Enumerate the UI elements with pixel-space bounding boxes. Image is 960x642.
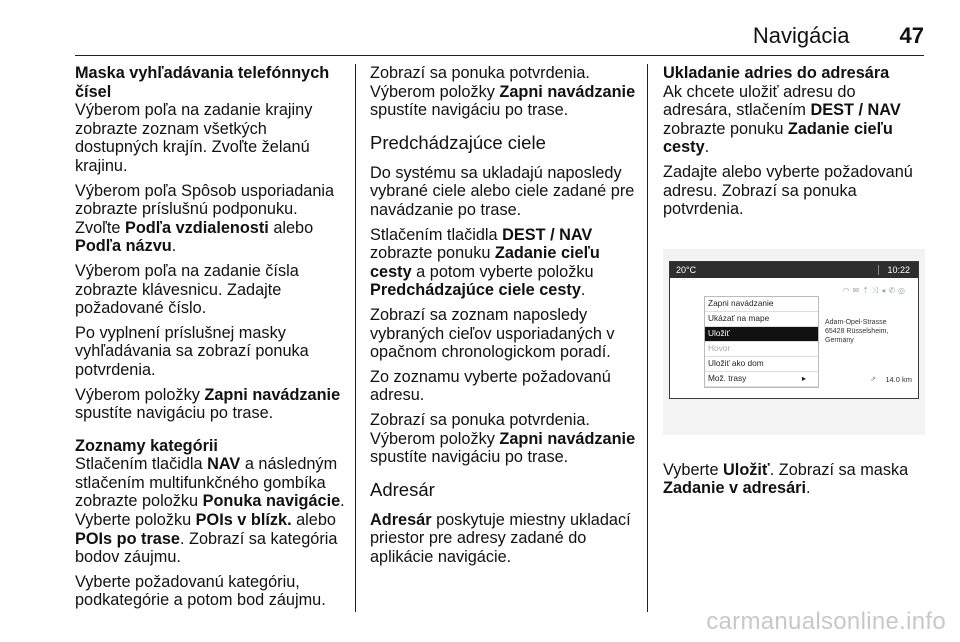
paragraph: Vyberte Uložiť. Zobrazí sa maska Zadanie v adresári.: [663, 460, 909, 498]
paragraph: Zobrazí sa zoznam naposledy vybraných cieľov usporiadaných v opačnom chronologickom poradí.: [370, 305, 615, 362]
heading-phone-mask: Maska vyhľadávania telefónnych čísel: [75, 64, 330, 101]
phone-icon: ✆: [888, 285, 899, 295]
paragraph: Zobrazí sa ponuka potvrdenia. Výberom položky Zapni navádzanie spustíte navigáciu po trase.: [370, 64, 636, 120]
menu-item-call: Hovor: [705, 342, 818, 357]
column-2: [370, 64, 638, 572]
distance-icon: ⇗: [870, 376, 876, 384]
header-rule: [75, 55, 924, 56]
status-separator: [878, 265, 879, 275]
wifi-icon: ◠: [842, 285, 853, 295]
distance-readout: 14.0 km: [885, 375, 912, 385]
heading-previous-destinations: Predchádzajúce ciele: [370, 131, 546, 153]
page-title: Navigácia: [752, 23, 850, 48]
heading-save-address: Ukladanie adries do adresára: [663, 64, 890, 82]
column-divider-1: [355, 64, 356, 612]
address-line-2: 65428 Rüsselsheim, Germany: [825, 327, 889, 344]
heading-categories: Zoznamy kategórii: [75, 436, 218, 455]
temperature: 20°C: [676, 264, 697, 275]
column-1: [75, 64, 345, 616]
status-icons: [843, 282, 909, 301]
column-3: [663, 64, 928, 504]
menu-item-route-options[interactable]: Mož. trasy ▸: [705, 372, 818, 387]
paragraph: Do systému sa ukladajú naposledy vybrané ciele alebo ciele zadané pre navádzanie po trase.: [370, 163, 635, 219]
paragraph: Výberom položky Zapni navádzanie spustíte navigáciu po trase.: [75, 385, 341, 423]
context-menu: [704, 296, 819, 388]
watermark: carmanualsonline.info: [706, 608, 946, 635]
paragraph: Adresár poskytuje miestny ukladací priestor pre adresy zadané do aplikácie navigácie.: [370, 510, 631, 566]
menu-item-show-on-map[interactable]: Ukázať na mape: [705, 312, 818, 327]
paragraph: Zadajte alebo vyberte požadovanú adresu. Zobrazí sa ponuka potvrdenia.: [663, 162, 913, 219]
address-line-1: Adam-Opel-Strasse: [825, 318, 887, 326]
shuffle-icon: ⤨: [871, 285, 882, 295]
menu-item-save-as-home[interactable]: Uložiť ako dom: [705, 357, 818, 372]
menu-item-start-guidance[interactable]: Zapni navádzanie: [705, 297, 818, 312]
infotainment-screenshot: [663, 249, 925, 435]
paragraph: Zobrazí sa ponuka potvrdenia. Výberom položky Zapni navádzanie spustíte navigáciu po trase.: [370, 410, 636, 467]
paragraph: Zo zoznamu vyberte požadovanú adresu.: [370, 367, 611, 405]
paragraph: Výberom poľa Spôsob usporiadania zobrazte príslušnú podponuku. Zvoľte Podľa vzdialenosti alebo Podľa názvu.: [75, 181, 335, 256]
settings-icon: ◎: [898, 285, 908, 295]
paragraph: Výberom poľa na zadanie krajiny zobrazte zoznam všetkých dostupných krajín. Zvoľte želanú krajinu.: [75, 101, 313, 175]
menu-item-save[interactable]: Uložiť: [705, 327, 818, 342]
page-header: [753, 20, 924, 52]
paragraph: Vyberte požadovanú kategóriu, podkategórie a potom bod záujmu.: [75, 572, 326, 610]
address-block: [825, 318, 918, 345]
status-bar: [670, 262, 918, 278]
chevron-right-icon: ▸: [801, 372, 806, 383]
volume-icon: ◂: [881, 285, 889, 295]
nav-icon: ⇡: [862, 285, 872, 295]
display-screen: [669, 261, 919, 399]
clock: 10:22: [887, 264, 910, 275]
paragraph: Po vyplnení príslušnej masky vyhľadávania sa zobrazí ponuka potvrdenia.: [75, 323, 309, 379]
paragraph: Ak chcete uložiť adresu do adresára, stlačením DEST / NAV zobrazte ponuku Zadanie cieľu cesty.: [663, 82, 901, 157]
heading-address-book: Adresár: [370, 478, 435, 500]
page-number: 47: [899, 23, 924, 48]
paragraph: Stlačením tlačidla DEST / NAV zobrazte ponuku Zadanie cieľu cesty a potom vyberte položku Predchádzajúce ciele cesty.: [370, 225, 600, 300]
paragraph: Stlačením tlačidla NAV a následným stlačením multifunkčného gombíka zobrazte položku Ponuka navigácie. Vyberte položku POIs v blízk. alebo POIs po trase. Zobrazí sa kategória bodov záujmu.: [75, 455, 345, 567]
message-icon: ✉: [852, 285, 863, 295]
column-divider-2: [647, 64, 648, 612]
paragraph: Výberom poľa na zadanie čísla zobrazte klávesnicu. Zadajte požadované číslo.: [75, 261, 299, 318]
